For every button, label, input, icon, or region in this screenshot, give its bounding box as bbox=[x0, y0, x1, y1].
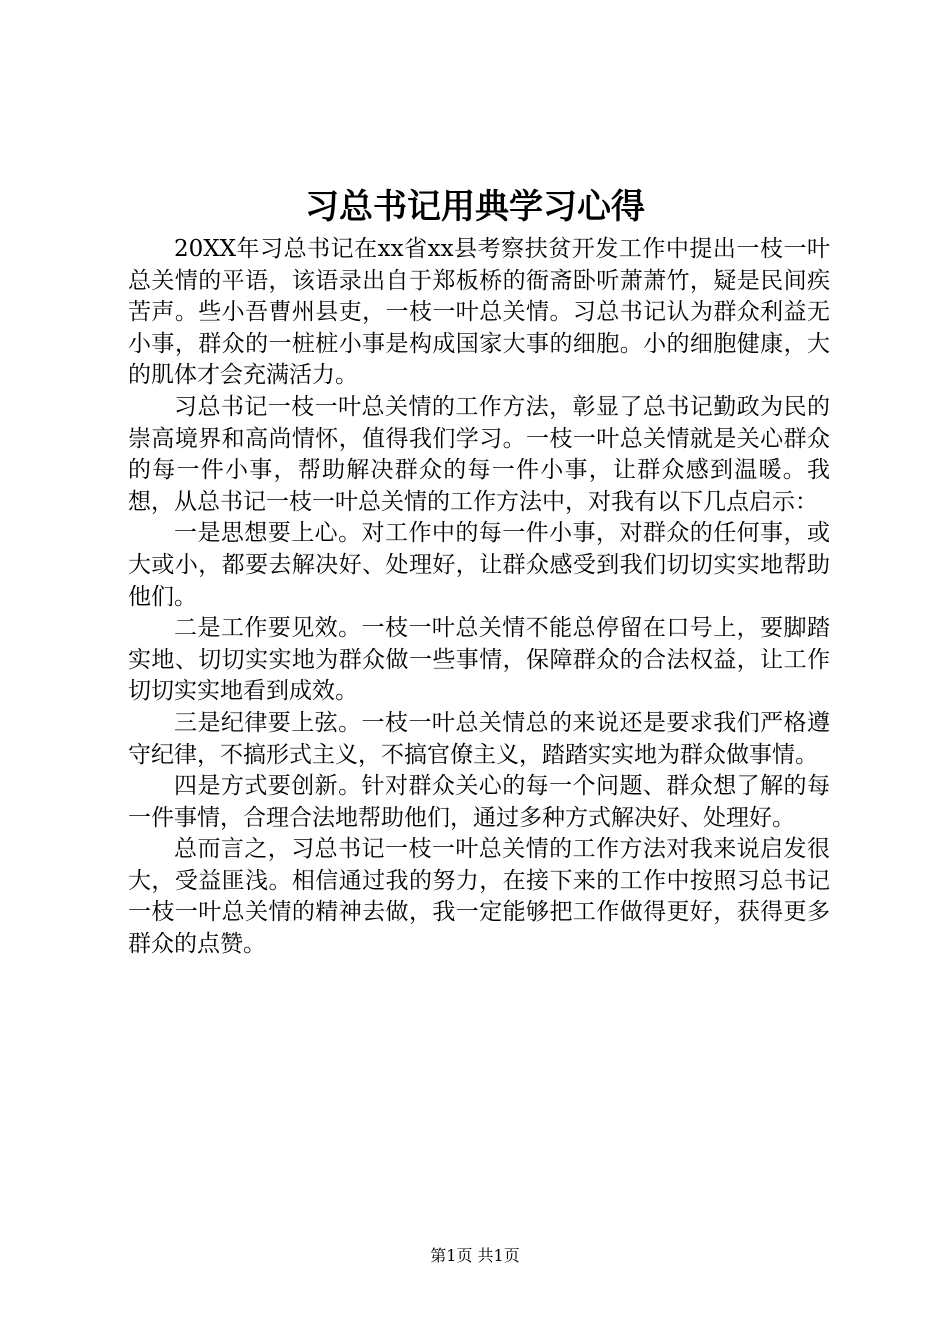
paragraph-point-two: 二是工作要见效。一枝一叶总关情不能总停留在口号上，要脚踏实地、切切实实地为群众做一些事情，保障群众的合法权益，让工作切切实实地看到成效。 bbox=[128, 615, 830, 705]
paragraph-point-one: 一是思想要上心。对工作中的每一件小事，对群众的任何事，或大或小，都要去解决好、处理好，让群众感受到我们切切实实地帮助他们。 bbox=[128, 520, 830, 610]
document-body bbox=[128, 234, 830, 961]
paragraph-point-four: 四是方式要创新。针对群众关心的每一个问题、群众想了解的每一件事情，合理合法地帮助他们，通过多种方式解决好、处理好。 bbox=[128, 773, 830, 831]
paragraph-method: 习总书记一枝一叶总关情的工作方法，彰显了总书记勤政为民的崇高境界和高尚情怀，值得我们学习。一枝一叶总关情就是关心群众的每一件小事，帮助解决群众的每一件小事，让群众感到温暖。我想，从总书记一枝一叶总关情的工作方法中，对我有以下几点启示： bbox=[128, 393, 830, 515]
paragraph-intro: 20XX年习总书记在xx省xx县考察扶贫开发工作中提出一枝一叶总关情的平语，该语录出自于郑板桥的衙斋卧听萧萧竹，疑是民间疾苦声。些小吾曹州县吏，一枝一叶总关情。习总书记认为群众利益无小事，群众的一桩桩小事是构成国家大事的细胞。小的细胞健康，大的肌体才会充满活力。 bbox=[128, 236, 830, 389]
paragraph-conclusion: 总而言之，习总书记一枝一叶总关情的工作方法对我来说启发很大，受益匪浅。相信通过我的努力，在接下来的工作中按照习总书记一枝一叶总关情的精神去做，我一定能够把工作做得更好，获得更多群众的点赞。 bbox=[128, 836, 830, 958]
document-title: 习总书记用典学习心得 bbox=[305, 187, 645, 227]
page-number-footer: 第1页 共1页 bbox=[430, 1246, 520, 1265]
paragraph-point-three: 三是纪律要上弦。一枝一叶总关情总的来说还是要求我们严格遵守纪律，不搞形式主义，不搞官僚主义，踏踏实实地为群众做事情。 bbox=[128, 709, 830, 768]
